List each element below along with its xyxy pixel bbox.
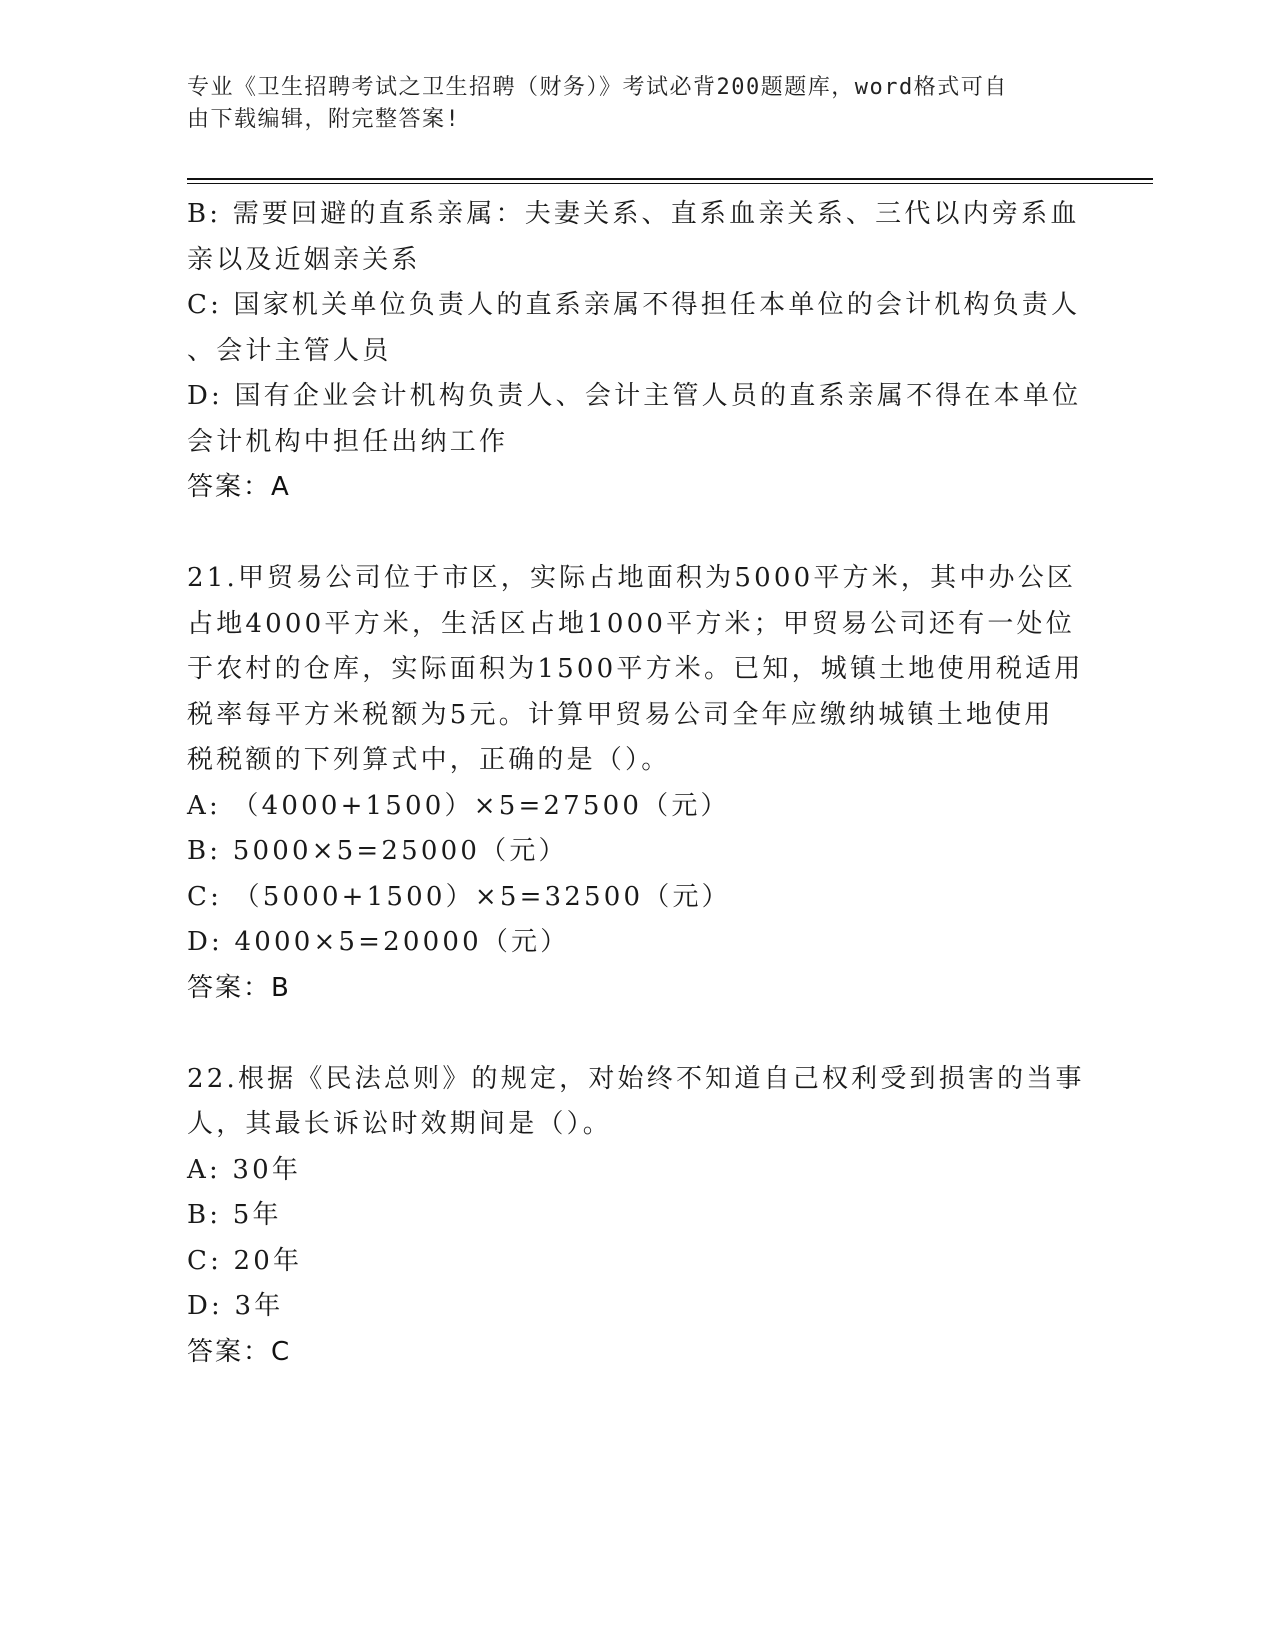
- option-b-line-1: B: 需要回避的直系亲属：夫妻关系、直系血亲关系、三代以内旁系血: [187, 199, 1080, 229]
- option-b: B: 5年: [187, 1200, 282, 1230]
- option-d: D: 3年: [187, 1291, 284, 1321]
- option-c: C: 20年: [187, 1245, 303, 1276]
- spacer: [187, 511, 1067, 557]
- option-d-line-2: 会计机构中担任出纳工作: [187, 426, 509, 457]
- question-20: [187, 192, 1082, 511]
- option-c: C: （5000+1500）×5=32500（元）: [187, 881, 731, 912]
- answer-q20: 答案：A: [187, 472, 291, 502]
- question-21: [187, 556, 1084, 1011]
- spacer: [187, 1011, 1067, 1057]
- header-divider-thick: [187, 178, 1153, 180]
- header-line-2: 由下载编辑，附完整答案!: [187, 107, 461, 132]
- option-d-line-1: D: 国有企业会计机构负责人、会计主管人员的直系亲属不得在本单位: [187, 381, 1082, 411]
- question-stem-line-5: 税税额的下列算式中，正确的是（）。: [187, 745, 671, 775]
- document-body: [187, 192, 1085, 1375]
- option-a: A: （4000+1500）×5=27500（元）: [187, 790, 730, 821]
- option-b: B: 5000×5=25000（元）: [187, 836, 568, 866]
- option-c-line-2: 、会计主管人员: [187, 335, 392, 366]
- document-header: [187, 72, 1087, 136]
- header-divider-thin: [187, 183, 1153, 184]
- question-stem-line-4: 税率每平方米税额为5元。计算甲贸易公司全年应缴纳城镇土地使用: [187, 699, 1054, 730]
- header-line-1: 专业《卫生招聘考试之卫生招聘（财务）》考试必背200题题库，word格式可自: [187, 75, 1008, 100]
- option-b-line-2: 亲以及近姻亲关系: [187, 244, 421, 275]
- question-stem-line-1: 21.甲贸易公司位于市区，实际占地面积为5000平方米，其中办公区: [187, 563, 1077, 593]
- answer-q22: 答案：C: [187, 1336, 292, 1367]
- answer-q21: 答案：B: [187, 972, 291, 1003]
- option-d: D: 4000×5=20000（元）: [187, 927, 570, 957]
- option-c-line-1: C: 国家机关单位负责人的直系亲属不得担任本单位的会计机构负责人: [187, 290, 1081, 320]
- question-stem-line-2: 占地4000平方米，生活区占地1000平方米；甲贸易公司还有一处位: [187, 608, 1075, 639]
- question-stem-line-3: 于农村的仓库，实际面积为1500平方米。已知，城镇土地使用税适用: [187, 654, 1084, 684]
- question-stem-line-2: 人，其最长诉讼时效期间是（）。: [187, 1109, 613, 1139]
- question-22: [187, 1057, 1085, 1376]
- question-stem-line-1: 22.根据《民法总则》的规定，对始终不知道自己权利受到损害的当事: [187, 1063, 1085, 1094]
- option-a: A: 30年: [187, 1154, 302, 1185]
